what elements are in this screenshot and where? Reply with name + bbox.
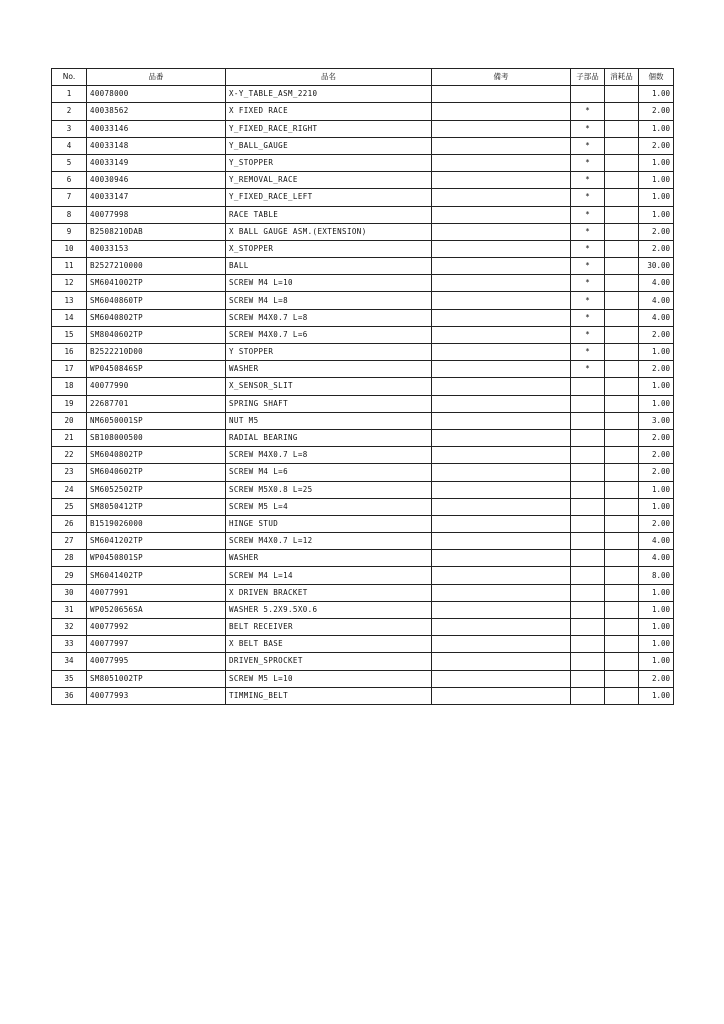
consumable-mark [605, 172, 639, 189]
row-number: 4 [52, 137, 87, 154]
subpart-mark [571, 412, 605, 429]
consumable-mark [605, 240, 639, 257]
remarks-cell [432, 653, 571, 670]
header-consumable: 消耗品 [605, 69, 639, 86]
quantity: 1.00 [639, 584, 674, 601]
part-name: Y_STOPPER [226, 154, 432, 171]
part-number: 40033153 [87, 240, 226, 257]
subpart-mark [571, 636, 605, 653]
quantity: 2.00 [639, 447, 674, 464]
part-name: X FIXED RACE [226, 103, 432, 120]
row-number: 34 [52, 653, 87, 670]
consumable-mark [605, 464, 639, 481]
quantity: 30.00 [639, 258, 674, 275]
part-number: SM6040802TP [87, 309, 226, 326]
table-row [52, 447, 674, 464]
table-row [52, 429, 674, 446]
remarks-cell [432, 550, 571, 567]
row-number: 31 [52, 601, 87, 618]
row-number: 5 [52, 154, 87, 171]
part-name: X_SENSOR_SLIT [226, 378, 432, 395]
subpart-mark [571, 447, 605, 464]
consumable-mark [605, 533, 639, 550]
table-row [52, 172, 674, 189]
quantity: 1.00 [639, 498, 674, 515]
table-row [52, 86, 674, 103]
header-no: No. [52, 69, 87, 86]
part-number: WP0450801SP [87, 550, 226, 567]
part-number: B2527210000 [87, 258, 226, 275]
part-number: 40077998 [87, 206, 226, 223]
parts-list-table [51, 68, 674, 705]
consumable-mark [605, 326, 639, 343]
part-name: X BALL GAUGE ASM.(EXTENSION) [226, 223, 432, 240]
table-row [52, 412, 674, 429]
part-name: SCREW M4 L=8 [226, 292, 432, 309]
consumable-mark [605, 120, 639, 137]
part-name: SCREW M4 L=6 [226, 464, 432, 481]
consumable-mark [605, 292, 639, 309]
subpart-mark: * [571, 223, 605, 240]
quantity: 4.00 [639, 533, 674, 550]
remarks-cell [432, 429, 571, 446]
row-number: 32 [52, 619, 87, 636]
subpart-mark [571, 533, 605, 550]
remarks-cell [432, 584, 571, 601]
row-number: 1 [52, 86, 87, 103]
part-number: 40033148 [87, 137, 226, 154]
header-part-name: 品名 [226, 69, 432, 86]
subpart-mark: * [571, 172, 605, 189]
subpart-mark [571, 481, 605, 498]
remarks-cell [432, 619, 571, 636]
subpart-mark [571, 378, 605, 395]
quantity: 2.00 [639, 515, 674, 532]
part-number: 40077990 [87, 378, 226, 395]
header-part-number: 品番 [87, 69, 226, 86]
subpart-mark [571, 567, 605, 584]
subpart-mark [571, 619, 605, 636]
subpart-mark: * [571, 275, 605, 292]
part-number: SM6040860TP [87, 292, 226, 309]
row-number: 26 [52, 515, 87, 532]
part-number: SM6041402TP [87, 567, 226, 584]
row-number: 35 [52, 670, 87, 687]
part-name: Y_REMOVAL_RACE [226, 172, 432, 189]
part-number: 40033147 [87, 189, 226, 206]
row-number: 7 [52, 189, 87, 206]
row-number: 18 [52, 378, 87, 395]
consumable-mark [605, 653, 639, 670]
part-name: SCREW M4X0.7 L=8 [226, 309, 432, 326]
consumable-mark [605, 86, 639, 103]
part-number: 40033146 [87, 120, 226, 137]
part-name: Y_BALL_GAUGE [226, 137, 432, 154]
quantity: 1.00 [639, 189, 674, 206]
consumable-mark [605, 498, 639, 515]
consumable-mark [605, 344, 639, 361]
row-number: 21 [52, 429, 87, 446]
remarks-cell [432, 309, 571, 326]
subpart-mark: * [571, 326, 605, 343]
subpart-mark [571, 464, 605, 481]
remarks-cell [432, 361, 571, 378]
part-name: HINGE STUD [226, 515, 432, 532]
part-number: NM6050001SP [87, 412, 226, 429]
table-row [52, 498, 674, 515]
table-row [52, 223, 674, 240]
table-row [52, 309, 674, 326]
part-number: 40077991 [87, 584, 226, 601]
quantity: 2.00 [639, 137, 674, 154]
part-number: WP0450846SP [87, 361, 226, 378]
subpart-mark: * [571, 120, 605, 137]
table-row [52, 670, 674, 687]
subpart-mark: * [571, 344, 605, 361]
part-name: RACE TABLE [226, 206, 432, 223]
consumable-mark [605, 515, 639, 532]
part-name: BALL [226, 258, 432, 275]
table-row [52, 344, 674, 361]
consumable-mark [605, 361, 639, 378]
table-row [52, 653, 674, 670]
subpart-mark: * [571, 258, 605, 275]
table-row [52, 619, 674, 636]
quantity: 4.00 [639, 275, 674, 292]
subpart-mark [571, 515, 605, 532]
part-number: SM8051002TP [87, 670, 226, 687]
row-number: 17 [52, 361, 87, 378]
remarks-cell [432, 344, 571, 361]
quantity: 4.00 [639, 309, 674, 326]
remarks-cell [432, 275, 571, 292]
consumable-mark [605, 601, 639, 618]
part-number: B2522210D00 [87, 344, 226, 361]
row-number: 9 [52, 223, 87, 240]
part-name: SCREW M4 L=14 [226, 567, 432, 584]
remarks-cell [432, 412, 571, 429]
quantity: 1.00 [639, 601, 674, 618]
consumable-mark [605, 447, 639, 464]
consumable-mark [605, 103, 639, 120]
part-number: 40077997 [87, 636, 226, 653]
part-number: 40038562 [87, 103, 226, 120]
remarks-cell [432, 378, 571, 395]
row-number: 29 [52, 567, 87, 584]
consumable-mark [605, 137, 639, 154]
row-number: 3 [52, 120, 87, 137]
remarks-cell [432, 223, 571, 240]
quantity: 1.00 [639, 120, 674, 137]
part-name: SCREW M4X0.7 L=6 [226, 326, 432, 343]
part-number: SM8050412TP [87, 498, 226, 515]
remarks-cell [432, 258, 571, 275]
part-number: SM6041002TP [87, 275, 226, 292]
table-row [52, 206, 674, 223]
remarks-cell [432, 240, 571, 257]
consumable-mark [605, 223, 639, 240]
remarks-cell [432, 206, 571, 223]
part-name: SCREW M5X0.8 L=25 [226, 481, 432, 498]
part-name: WASHER 5.2X9.5X0.6 [226, 601, 432, 618]
part-name: DRIVEN_SPROCKET [226, 653, 432, 670]
subpart-mark [571, 584, 605, 601]
table-row [52, 275, 674, 292]
quantity: 1.00 [639, 481, 674, 498]
subpart-mark: * [571, 206, 605, 223]
subpart-mark [571, 86, 605, 103]
quantity: 1.00 [639, 86, 674, 103]
remarks-cell [432, 292, 571, 309]
consumable-mark [605, 481, 639, 498]
quantity: 8.00 [639, 567, 674, 584]
part-number: 40077992 [87, 619, 226, 636]
quantity: 1.00 [639, 206, 674, 223]
table-row [52, 103, 674, 120]
part-number: 40077993 [87, 687, 226, 704]
part-name: TIMMING_BELT [226, 687, 432, 704]
part-name: Y_FIXED_RACE_RIGHT [226, 120, 432, 137]
part-name: X-Y_TABLE_ASM_2210 [226, 86, 432, 103]
subpart-mark [571, 550, 605, 567]
subpart-mark [571, 653, 605, 670]
table-row [52, 601, 674, 618]
quantity: 4.00 [639, 292, 674, 309]
part-name: BELT RECEIVER [226, 619, 432, 636]
remarks-cell [432, 172, 571, 189]
remarks-cell [432, 189, 571, 206]
table-row [52, 326, 674, 343]
subpart-mark [571, 601, 605, 618]
part-number: 40078000 [87, 86, 226, 103]
part-number: WP0520656SA [87, 601, 226, 618]
consumable-mark [605, 619, 639, 636]
part-name: X BELT BASE [226, 636, 432, 653]
consumable-mark [605, 429, 639, 446]
remarks-cell [432, 670, 571, 687]
remarks-cell [432, 447, 571, 464]
part-name: SCREW M5 L=10 [226, 670, 432, 687]
part-number: SM6041202TP [87, 533, 226, 550]
subpart-mark: * [571, 240, 605, 257]
row-number: 16 [52, 344, 87, 361]
table-row [52, 567, 674, 584]
quantity: 2.00 [639, 429, 674, 446]
quantity: 2.00 [639, 464, 674, 481]
row-number: 25 [52, 498, 87, 515]
part-name: X DRIVEN BRACKET [226, 584, 432, 601]
row-number: 2 [52, 103, 87, 120]
table-row [52, 550, 674, 567]
part-name: Y_FIXED_RACE_LEFT [226, 189, 432, 206]
quantity: 3.00 [639, 412, 674, 429]
subpart-mark: * [571, 292, 605, 309]
table-row [52, 292, 674, 309]
row-number: 28 [52, 550, 87, 567]
consumable-mark [605, 206, 639, 223]
row-number: 11 [52, 258, 87, 275]
part-number: 22687701 [87, 395, 226, 412]
subpart-mark: * [571, 137, 605, 154]
part-name: RADIAL BEARING [226, 429, 432, 446]
table-row [52, 154, 674, 171]
consumable-mark [605, 154, 639, 171]
part-name: SCREW M5 L=4 [226, 498, 432, 515]
row-number: 27 [52, 533, 87, 550]
remarks-cell [432, 687, 571, 704]
subpart-mark [571, 395, 605, 412]
row-number: 6 [52, 172, 87, 189]
table-row [52, 378, 674, 395]
header-subpart: 子部品 [571, 69, 605, 86]
consumable-mark [605, 309, 639, 326]
part-name: SCREW M4X0.7 L=12 [226, 533, 432, 550]
consumable-mark [605, 636, 639, 653]
consumable-mark [605, 378, 639, 395]
part-number: SB108000500 [87, 429, 226, 446]
row-number: 8 [52, 206, 87, 223]
row-number: 14 [52, 309, 87, 326]
remarks-cell [432, 481, 571, 498]
remarks-cell [432, 326, 571, 343]
part-name: SPRING SHAFT [226, 395, 432, 412]
part-name: Y STOPPER [226, 344, 432, 361]
consumable-mark [605, 412, 639, 429]
remarks-cell [432, 498, 571, 515]
remarks-cell [432, 515, 571, 532]
row-number: 23 [52, 464, 87, 481]
part-number: 40033149 [87, 154, 226, 171]
part-number: B2508210DAB [87, 223, 226, 240]
row-number: 22 [52, 447, 87, 464]
subpart-mark: * [571, 103, 605, 120]
part-name: X_STOPPER [226, 240, 432, 257]
consumable-mark [605, 670, 639, 687]
quantity: 2.00 [639, 670, 674, 687]
remarks-cell [432, 464, 571, 481]
part-number: SM6040802TP [87, 447, 226, 464]
remarks-cell [432, 533, 571, 550]
subpart-mark [571, 687, 605, 704]
consumable-mark [605, 584, 639, 601]
row-number: 15 [52, 326, 87, 343]
row-number: 20 [52, 412, 87, 429]
quantity: 1.00 [639, 653, 674, 670]
consumable-mark [605, 275, 639, 292]
remarks-cell [432, 86, 571, 103]
table-row [52, 395, 674, 412]
table-row [52, 687, 674, 704]
subpart-mark: * [571, 189, 605, 206]
quantity: 1.00 [639, 636, 674, 653]
quantity: 1.00 [639, 619, 674, 636]
table-row [52, 533, 674, 550]
table-row [52, 120, 674, 137]
part-name: SCREW M4X0.7 L=8 [226, 447, 432, 464]
table-row [52, 636, 674, 653]
quantity: 2.00 [639, 361, 674, 378]
quantity: 4.00 [639, 550, 674, 567]
quantity: 1.00 [639, 344, 674, 361]
table-row [52, 481, 674, 498]
remarks-cell [432, 567, 571, 584]
consumable-mark [605, 550, 639, 567]
remarks-cell [432, 120, 571, 137]
table-row [52, 258, 674, 275]
quantity: 2.00 [639, 223, 674, 240]
part-name: SCREW M4 L=10 [226, 275, 432, 292]
part-number: 40077995 [87, 653, 226, 670]
row-number: 36 [52, 687, 87, 704]
part-number: 40030946 [87, 172, 226, 189]
part-number: SM6052502TP [87, 481, 226, 498]
subpart-mark: * [571, 361, 605, 378]
subpart-mark [571, 498, 605, 515]
table-row [52, 240, 674, 257]
remarks-cell [432, 601, 571, 618]
quantity: 1.00 [639, 395, 674, 412]
table-row [52, 584, 674, 601]
subpart-mark [571, 429, 605, 446]
table-row [52, 137, 674, 154]
table-row [52, 189, 674, 206]
table-row [52, 361, 674, 378]
row-number: 19 [52, 395, 87, 412]
table-row [52, 464, 674, 481]
quantity: 1.00 [639, 378, 674, 395]
consumable-mark [605, 687, 639, 704]
row-number: 24 [52, 481, 87, 498]
consumable-mark [605, 567, 639, 584]
subpart-mark: * [571, 309, 605, 326]
quantity: 1.00 [639, 687, 674, 704]
row-number: 30 [52, 584, 87, 601]
subpart-mark [571, 670, 605, 687]
part-name: NUT M5 [226, 412, 432, 429]
row-number: 12 [52, 275, 87, 292]
part-number: SM6040602TP [87, 464, 226, 481]
header-quantity: 個数 [639, 69, 674, 86]
row-number: 13 [52, 292, 87, 309]
table-row [52, 515, 674, 532]
consumable-mark [605, 258, 639, 275]
consumable-mark [605, 189, 639, 206]
subpart-mark: * [571, 154, 605, 171]
remarks-cell [432, 636, 571, 653]
part-number: B1519026000 [87, 515, 226, 532]
quantity: 2.00 [639, 326, 674, 343]
consumable-mark [605, 395, 639, 412]
remarks-cell [432, 395, 571, 412]
quantity: 1.00 [639, 172, 674, 189]
part-name: WASHER [226, 361, 432, 378]
remarks-cell [432, 103, 571, 120]
header-remarks: 備考 [432, 69, 571, 86]
row-number: 10 [52, 240, 87, 257]
row-number: 33 [52, 636, 87, 653]
quantity: 1.00 [639, 154, 674, 171]
part-name: WASHER [226, 550, 432, 567]
quantity: 2.00 [639, 103, 674, 120]
quantity: 2.00 [639, 240, 674, 257]
remarks-cell [432, 137, 571, 154]
remarks-cell [432, 154, 571, 171]
part-number: SM8040602TP [87, 326, 226, 343]
header-row [52, 69, 674, 86]
parts-list-body [52, 86, 674, 705]
